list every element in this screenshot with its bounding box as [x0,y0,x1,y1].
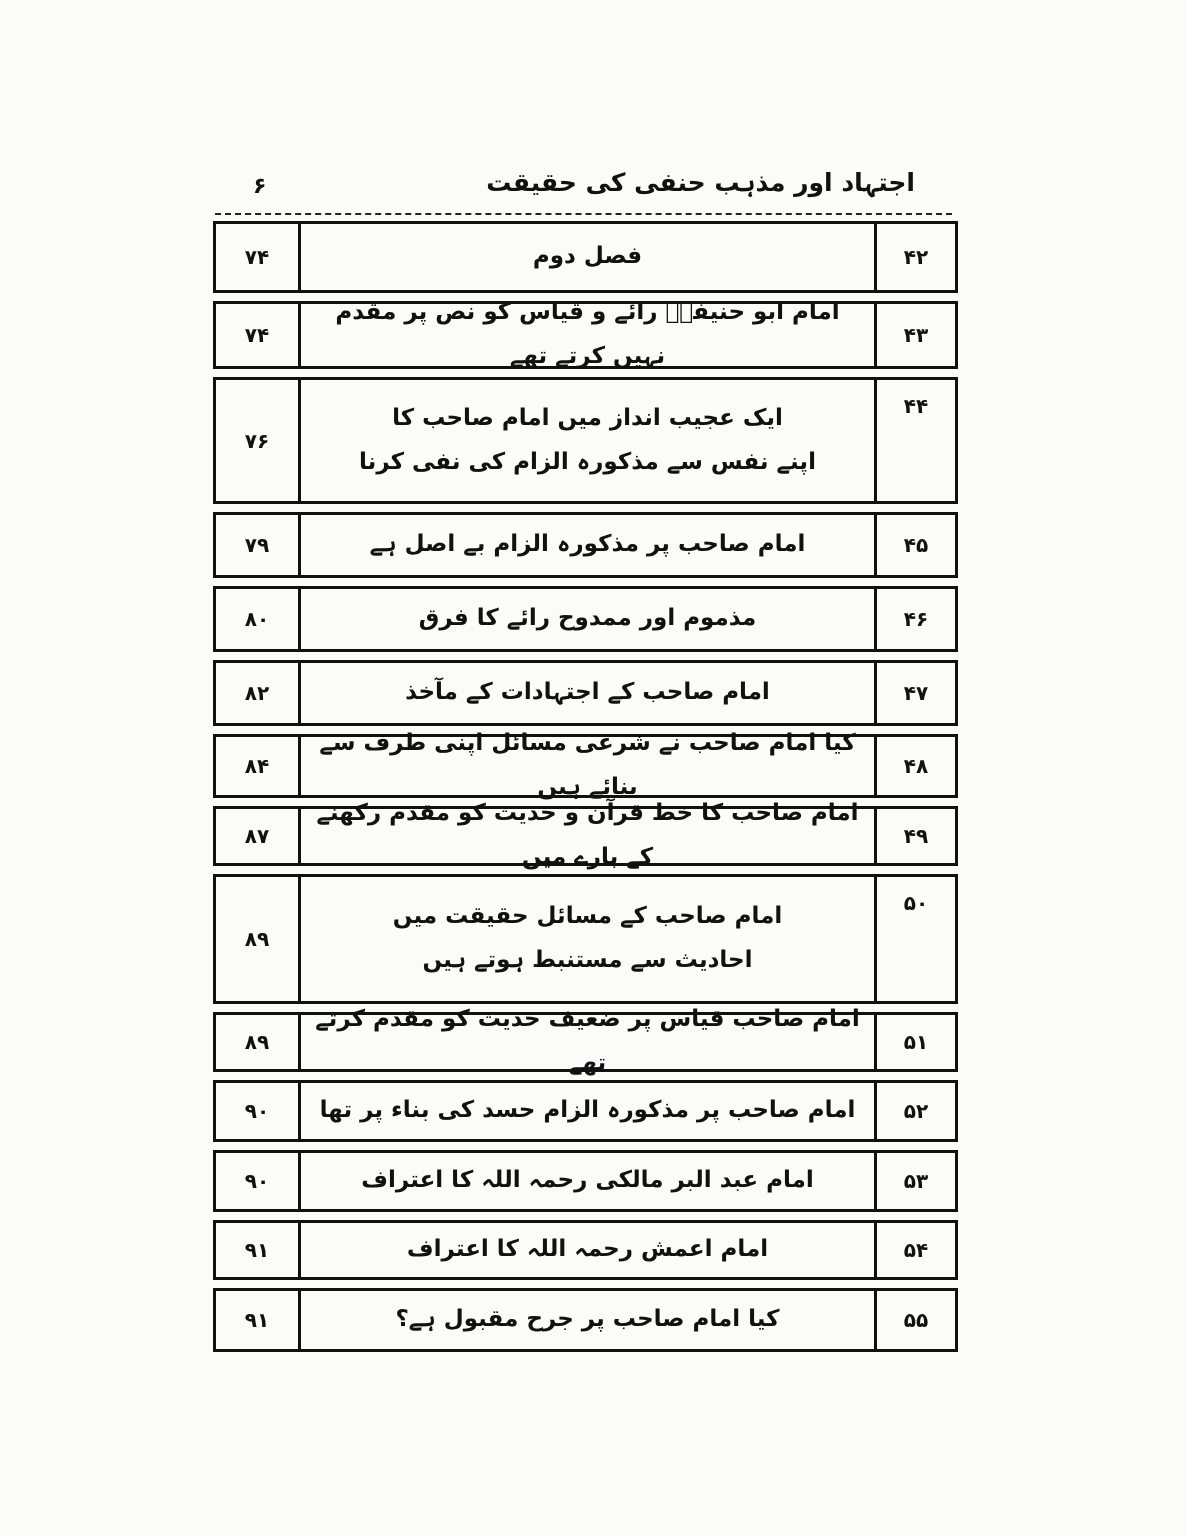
toc-entry-line: اپنے نفس سے مذکورہ الزام کی نفی کرنا [359,448,816,475]
toc-page-number: ۹۱ [216,1223,301,1277]
toc-page-number: ۷۶ [216,380,301,501]
toc-entry-number: ۴۴ [903,394,929,418]
toc-entry-title [301,380,877,501]
toc-entry-line: امام صاحب کے مسائل حقیقت میں [392,903,783,930]
toc-row [213,1150,958,1212]
toc-entry-number: ۴۶ [903,607,929,631]
top-rule [215,213,952,218]
toc-entry-line: مذموم اور ممدوح رائے کا فرق [418,605,757,632]
toc-row [213,730,958,800]
toc-entry-title [301,515,877,575]
toc-page-number: ۸۲ [216,663,301,723]
toc-entry-number: ۵۴ [903,1238,929,1262]
toc-row [213,1006,958,1076]
toc-entry-number: ۴۳ [903,323,929,347]
toc-entry-line: امام اعمش رحمہ اللہ کا اعتراف [406,1236,769,1263]
toc-row [213,221,958,293]
toc-entry-number: ۵۰ [903,891,929,915]
toc-entry-title [301,877,877,1001]
toc-entry-title [301,1153,877,1209]
toc-page-number: ۸۰ [216,589,301,649]
toc-entry-number: ۵۱ [903,1030,929,1054]
toc-row [213,586,958,652]
toc-page-number: ۷۹ [216,515,301,575]
toc-page-number: ۹۱ [216,1291,301,1349]
toc-entry-title [301,800,877,870]
toc-entry-title [301,224,877,290]
toc-page-number: ۸۴ [216,737,301,795]
toc-entry-title [301,299,877,369]
toc-entry-line: امام صاحب کا خط قرآن و حدیث کو مقدم رکھنے کے بارے میں [316,800,859,870]
toc-entry-line: امام عبد البر مالکی رحمہ اللہ کا اعتراف [361,1167,814,1194]
toc-entry-number: ۴۷ [903,681,929,705]
toc-row [213,1080,958,1142]
toc-entry-line: امام صاحب کے اجتہادات کے مآخذ [405,679,770,706]
toc-page-number: ۹۰ [216,1083,301,1139]
toc-entry-line: امام صاحب قیاس پر ضعیف حدیث کو مقدم کرتے تھے [315,1006,860,1076]
toc-entry-title [301,730,877,800]
page-header [215,158,945,208]
toc-row [213,377,958,504]
table-of-contents [213,213,958,1360]
toc-page-number: ۷۴ [216,304,301,366]
toc-page-number: ۸۷ [216,809,301,863]
toc-entry-line: فصل دوم [532,243,643,270]
toc-entry-title [301,663,877,723]
toc-entry-line: کیا امام صاحب نے شرعی مسائل اپنی طرف سے بنائے ہیں [319,730,856,800]
running-title: اجتہاد اور مذہب حنفی کی حقیقت [486,168,915,197]
toc-entry-title [301,1006,877,1076]
toc-page-number: ۹۰ [216,1153,301,1209]
toc-entry-number: ۴۵ [903,533,929,557]
toc-entry-title [301,1083,877,1139]
toc-entry-line: امام صاحب پر مذکورہ الزام حسد کی بناء پر تھا [319,1097,856,1124]
toc-entry-line: کیا امام صاحب پر جرح مقبول ہے؟ [395,1306,780,1333]
toc-entry-line: ایک عجیب انداز میں امام صاحب کا [392,404,783,431]
page-number: ۶ [253,174,267,199]
toc-page-number: ۷۴ [216,224,301,290]
toc-entry-number: ۵۲ [903,1099,929,1123]
toc-entry-number: ۴۹ [903,824,929,848]
toc-entry-title [301,589,877,649]
toc-entry-number: ۴۸ [903,754,929,778]
toc-row [213,512,958,578]
toc-entry-number: ۵۳ [903,1169,929,1193]
toc-page-number: ۸۹ [216,1015,301,1069]
toc-entry-number: ۵۵ [903,1308,929,1332]
toc-entry-line: امام صاحب پر مذکورہ الزام بے اصل ہے [369,531,806,558]
toc-row [213,1288,958,1352]
toc-row [213,800,958,870]
toc-entry-number: ۴۲ [903,245,929,269]
toc-row [213,1220,958,1280]
toc-entry-line: امام ابو حنیفہؒ رائے و قیاس کو نص پر مقدم نہیں کرتے تھے [335,299,840,369]
toc-rows [213,221,958,1352]
toc-entry-title [301,1223,877,1277]
toc-page-number: ۸۹ [216,877,301,1001]
toc-row [213,874,958,1004]
toc-entry-title [301,1291,877,1349]
toc-entry-line: احادیث سے مستنبط ہوتے ہیں [422,947,753,973]
toc-row [213,660,958,726]
toc-row [213,301,958,369]
